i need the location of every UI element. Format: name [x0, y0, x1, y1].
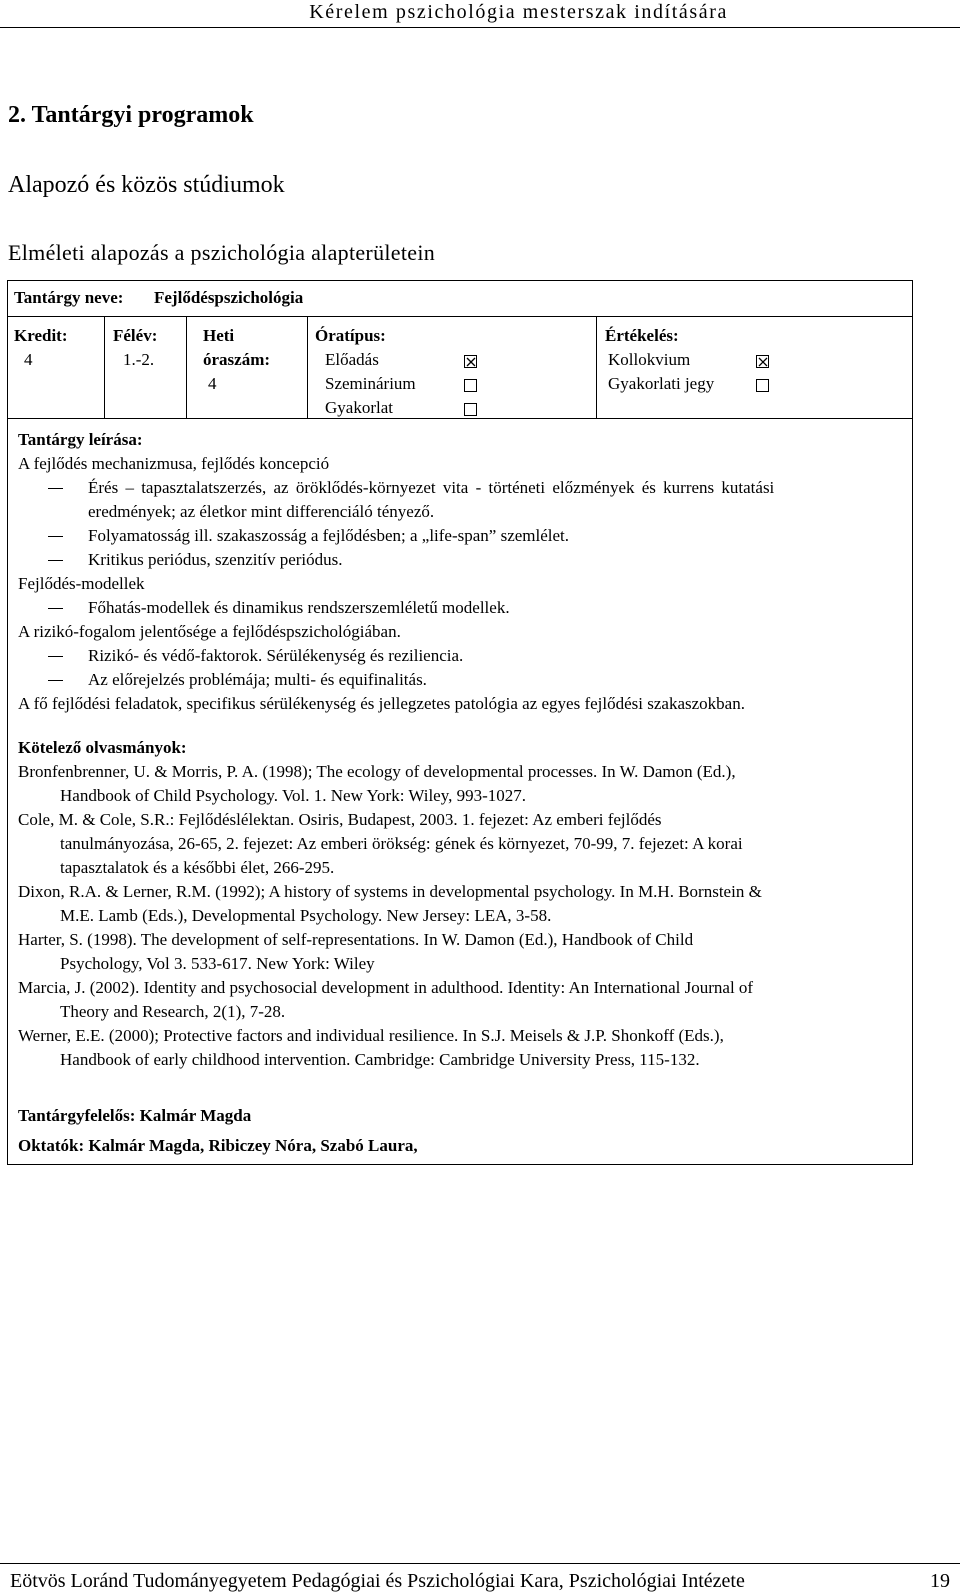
heti-value: 4 — [208, 374, 217, 393]
description-line: A fő fejlődési feladatok, specifikus sérülékenység és jellegzetes patológia az egyes fejlődési szakaszokban. — [18, 694, 745, 713]
description-line: Fejlődés-modellek — [18, 574, 145, 593]
description-line: Kritikus periódus, szenzitív periódus. — [88, 550, 343, 569]
section-title: 2. Tantárgyi programok — [8, 102, 254, 128]
heti-label-1: Heti — [203, 326, 235, 345]
reading-line: Theory and Research, 2(1), 7-28. — [60, 1002, 286, 1021]
reading-line: Handbook of early childhood intervention. Cambridge: Cambridge University Press, 115-132. — [60, 1050, 700, 1069]
oratipus-label: Óratípus: — [315, 326, 386, 345]
oratipus-gyakorlat-label: Gyakorlat — [325, 398, 393, 417]
description-line: Rizikó- és védő-faktorok. Sérülékenység és reziliencia. — [88, 646, 464, 665]
reading-line: M.E. Lamb (Eds.), Developmental Psychology. New Jersey: LEA, 3-58. — [60, 906, 552, 925]
description-line: eredmények; az életkor mint differenciáló tényező. — [88, 502, 435, 521]
checked-x-icon — [757, 356, 770, 369]
bullet-dash — [48, 488, 63, 489]
course-name-label: Tantárgy neve: — [14, 288, 124, 307]
description-line: Főhatás-modellek és dinamikus rendszerszemléletű modellek. — [88, 598, 510, 617]
oratipus-szeminarium-checkbox[interactable] — [464, 379, 477, 392]
footer-rule — [0, 1563, 960, 1564]
ertekeles-gyakorlati-jegy-label: Gyakorlati jegy — [608, 374, 715, 393]
description-line: Folyamatosság ill. szakaszosság a fejlődésben; a „life-span” szemlélet. — [88, 526, 570, 545]
course-name-box — [7, 280, 913, 317]
bullet-dash — [48, 608, 63, 609]
page-footer: Eötvös Loránd Tudományegyetem Pedagógiai és Pszichológiai Kara, Pszichológiai Intézete — [10, 1570, 745, 1592]
reading-line: Psychology, Vol 3. 533-617. New York: Wiley — [60, 954, 375, 973]
readings-heading: Kötelező olvasmányok: — [18, 738, 187, 757]
reading-line: tanulmányozása, 26-65, 2. fejezet: Az emberi örökség: gének és környezet, 70-99, 7. fejezet: A korai — [60, 834, 743, 853]
reading-line: Marcia, J. (2002). Identity and psychosocial development in adulthood. Identity: An International Journal of — [18, 978, 754, 997]
reading-line: Handbook of Child Psychology. Vol. 1. New York: Wiley, 993-1027. — [60, 786, 527, 805]
reading-line: Werner, E.E. (2000); Protective factors and individual resilience. In S.J. Meisels & J.P. Shonkoff (Eds.), — [18, 1026, 724, 1045]
ertekeles-kollokvium-checkbox[interactable] — [756, 355, 769, 368]
description-line: Érés – tapasztalatszerzés, az öröklődés-környezet vita - történeti előzmények és kurrens kutatási — [88, 478, 775, 497]
header-rule — [0, 27, 960, 28]
description-line: A rizikó-fogalom jelentősége a fejlődéspszichológiában. — [18, 622, 401, 641]
reading-line: Harter, S. (1998). The development of self-representations. In W. Damon (Ed.), Handbook of Child — [18, 930, 694, 949]
oratipus-eloadas-checkbox[interactable] — [464, 355, 477, 368]
kredit-value: 4 — [24, 350, 33, 369]
description-heading: Tantárgy leírása: — [18, 430, 143, 449]
heti-label-2: óraszám: — [203, 350, 271, 369]
bullet-dash — [48, 656, 63, 657]
felev-label: Félév: — [113, 326, 158, 345]
course-name-value: Fejlődéspszichológia — [154, 288, 304, 307]
oratipus-szeminarium-label: Szeminárium — [325, 374, 416, 393]
bullet-dash — [48, 536, 63, 537]
description-line: A fejlődés mechanizmusa, fejlődés koncepció — [18, 454, 330, 473]
course-instructors: Oktatók: Kalmár Magda, Ribiczey Nóra, Szabó Laura, — [18, 1136, 418, 1155]
module-title: Elméleti alapozás a pszichológia alapterületein — [8, 240, 436, 265]
felev-value: 1.-2. — [123, 350, 155, 369]
reading-line: Bronfenbrenner, U. & Morris, P. A. (1998); The ecology of developmental processes. In W. Damon (Ed.), — [18, 762, 736, 781]
checked-x-icon — [465, 356, 478, 369]
bullet-dash — [48, 560, 63, 561]
bullet-dash — [48, 680, 63, 681]
course-responsible: Tantárgyfelelős: Kalmár Magda — [18, 1106, 252, 1125]
reading-line: tapasztalatok és a későbbi élet, 266-295. — [60, 858, 335, 877]
kredit-label: Kredit: — [14, 326, 68, 345]
oratipus-gyakorlat-checkbox[interactable] — [464, 403, 477, 416]
description-line: Az előrejelzés problémája; multi- és equifinalitás. — [88, 670, 427, 689]
running-header: Kérelem pszichológia mesterszak indítására — [309, 1, 728, 23]
ertekeles-gyakorlati-jegy-checkbox[interactable] — [756, 379, 769, 392]
ertekeles-kollokvium-label: Kollokvium — [608, 350, 691, 369]
subsection-title: Alapozó és közös stúdiumok — [8, 172, 285, 198]
reading-line: Cole, M. & Cole, S.R.: Fejlődéslélektan. Osiris, Budapest, 2003. 1. fejezet: Az emberi fejlődés — [18, 810, 662, 829]
reading-line: Dixon, R.A. & Lerner, R.M. (1992); A history of systems in developmental psychology. In M.H. Bornstein & — [18, 882, 762, 901]
oratipus-eloadas-label: Előadás — [325, 350, 379, 369]
ertekeles-label: Értékelés: — [605, 326, 679, 345]
page-number: 19 — [930, 1570, 950, 1592]
